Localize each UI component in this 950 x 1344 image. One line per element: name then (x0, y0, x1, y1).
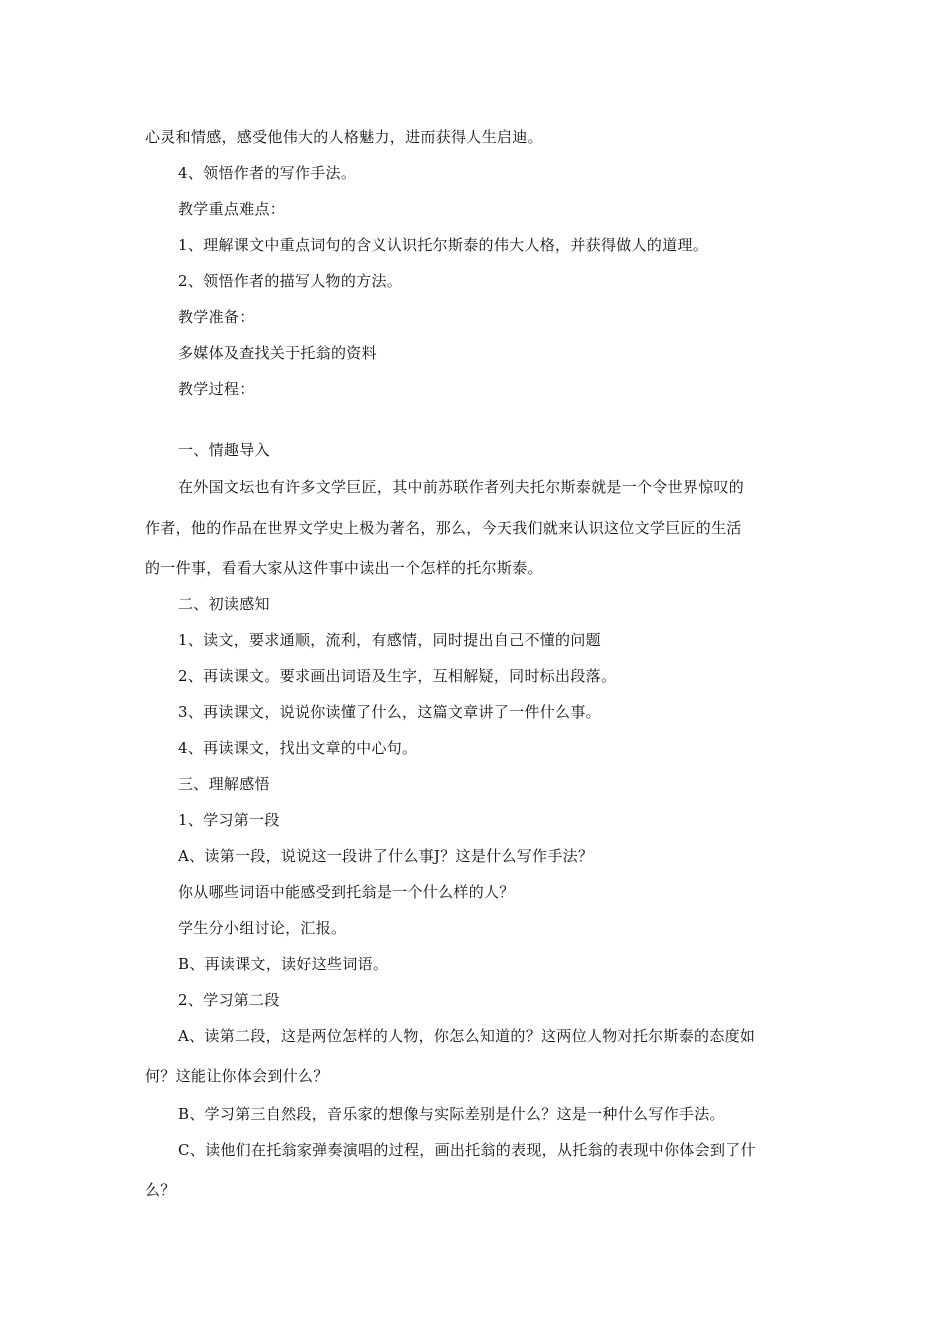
text-line: 的一件事，看看大家从这件事中读出一个怎样的托尔斯泰。 (145, 559, 543, 577)
text-line: C、读他们在托翁家弹奏演唱的过程，画出托翁的表现，从托翁的表现中你体会到了什 (178, 1141, 756, 1159)
text-line: A、读第二段，这是两位怎样的人物，你怎么知道的？这两位人物对托尔斯泰的态度如 (178, 1027, 756, 1045)
text-line: B、再读课文，读好这些词语。 (178, 955, 389, 973)
text-line: 何？这能让你体会到什么？ (145, 1067, 329, 1085)
text-line: 1、理解课文中重点词句的含义认识托尔斯泰的伟大人格，并获得做人的道理。 (178, 236, 709, 254)
text-line: 1、读文，要求通顺，流利，有感情，同时提出自己不懂的问题 (178, 631, 601, 649)
text-line: 3、再读课文，说说你读懂了什么，这篇文章讲了一件什么事。 (178, 703, 601, 721)
section-label: 教学准备： (178, 308, 255, 326)
text-line: 心灵和情感，感受他伟大的人格魅力，进而获得人生启迪。 (145, 128, 543, 146)
section-label: 教学过程： (178, 380, 255, 398)
text-line: 在外国文坛也有许多文学巨匠，其中前苏联作者列夫托尔斯泰就是一个令世界惊叹的 (178, 478, 745, 496)
text-line: 4、再读课文，找出文章的中心句。 (178, 739, 418, 757)
text-line: 你从哪些词语中能感受到托翁是一个什么样的人？ (178, 883, 515, 901)
text-line: B、学习第三自然段，音乐家的想像与实际差别是什么？这是一种什么写作手法。 (178, 1105, 725, 1123)
section-heading: 二、初读感知 (178, 595, 270, 613)
text-line: 作者，他的作品在世界文学史上极为著名，那么，今天我们就来认识这位文学巨匠的生活 (145, 519, 742, 537)
text-line: 么？ (145, 1181, 176, 1199)
text-line: 2、领悟作者的描写人物的方法。 (178, 272, 403, 290)
text-line: 2、学习第二段 (178, 991, 280, 1009)
section-label: 教学重点难点： (178, 200, 286, 218)
text-line: 1、学习第一段 (178, 811, 280, 829)
text-line: 2、再读课文。要求画出词语及生字，互相解疑，同时标出段落。 (178, 667, 617, 685)
text-line: 多媒体及查找关于托翁的资料 (178, 344, 377, 362)
text-line: 4、领悟作者的写作手法。 (178, 164, 357, 182)
section-heading: 三、理解感悟 (178, 775, 270, 793)
section-heading: 一、情趣导入 (178, 441, 270, 459)
text-line: 学生分小组讨论，汇报。 (178, 919, 347, 937)
text-line: A、读第一段，说说这一段讲了什么事J？这是什么写作手法？ (178, 847, 594, 865)
